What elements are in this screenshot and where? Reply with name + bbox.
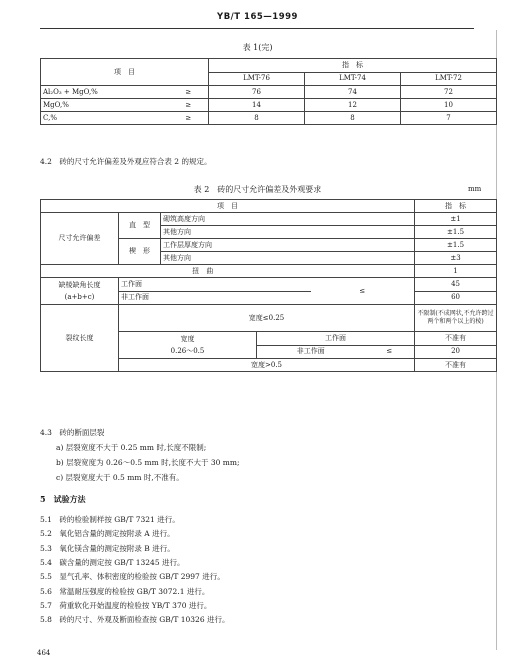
dim-row-label: 其他方向 — [161, 226, 415, 239]
section5-title: 5 试验方法 — [40, 494, 86, 504]
warp-label: 扭 曲 — [41, 265, 365, 278]
dim-deviation-label: 尺寸允许偏差 — [41, 213, 119, 265]
table1-row-op: ≥ — [169, 99, 209, 112]
straight-brick-label: 直 型 — [119, 213, 161, 239]
section5-item: 5.4 碳含量的测定按 GB/T 13245 进行。 — [40, 558, 185, 567]
table1-item-header: 项 目 — [41, 59, 209, 86]
table2-caption: 表 2 砖的尺寸允许偏差及外观要求 — [193, 185, 322, 194]
crack-width-le-label: 宽度≤0.25 — [119, 305, 415, 332]
table1-cell: 8 — [209, 112, 305, 125]
crack-width-gt-value: 不准有 — [415, 359, 497, 372]
table1-indicator-header: 指 标 — [209, 59, 497, 73]
dim-row-value: ±3 — [415, 252, 497, 265]
dim-row-label: 工作层厚度方向 — [161, 239, 415, 252]
section5-item: 5.7 荷重软化开始温度的检验按 YB/T 370 进行。 — [40, 601, 212, 610]
table1-cell: 76 — [209, 86, 305, 99]
table1-cell: 8 — [305, 112, 401, 125]
table1 — [40, 58, 497, 125]
table-row — [41, 86, 497, 99]
warp-value: 1 — [415, 265, 497, 278]
section5-item: 5.1 砖的检验制样按 GB/T 7321 进行。 — [40, 515, 180, 524]
table1-row-op: ≥ — [169, 86, 209, 99]
crack-width-le-value: 不限制(不成网状,不允许跨过两个和两个以上的棱) — [415, 305, 497, 332]
table1-col-header: LMT-72 — [401, 72, 497, 86]
edge-corner-label — [41, 278, 119, 305]
crack-width-gt-label: 宽度>0.5 — [119, 359, 415, 372]
table2-unit: mm — [468, 185, 482, 193]
table1-cell: 7 — [401, 112, 497, 125]
dim-row-value: ±1 — [415, 213, 497, 226]
crack-length-label: 裂纹长度 — [41, 305, 119, 372]
wedge-brick-label: 楔 形 — [119, 239, 161, 265]
table1-col-header: LMT-74 — [305, 72, 401, 86]
table2-indicator-header: 指 标 — [415, 200, 497, 213]
table1-row-op: ≥ — [169, 112, 209, 125]
table1-cell: 10 — [401, 99, 497, 112]
para-4-3-item: b) 层裂宽度为 0.26～0.5 mm 时,长度不大于 30 mm; — [56, 458, 240, 467]
dim-row-value: ±1.5 — [415, 239, 497, 252]
crack-width-range-value: 0.26～0.5 — [170, 347, 205, 355]
section5-item: 5.6 常温耐压强度的检验按 GB/T 3072.1 进行。 — [40, 587, 210, 596]
table-row — [41, 278, 497, 292]
table1-cell: 12 — [305, 99, 401, 112]
edge-op: ≤ — [311, 278, 415, 305]
dim-row-label: 其他方向 — [161, 252, 415, 265]
para-4-3-item: c) 层裂宽度大于 0.5 mm 时,不准有。 — [56, 473, 184, 482]
dim-row-label: 砌筑高度方向 — [161, 213, 415, 226]
section5-item: 5.2 氧化铝含量的测定按附录 A 进行。 — [40, 529, 175, 538]
table-row — [41, 213, 497, 226]
dim-row-value: ±1.5 — [415, 226, 497, 239]
table1-cell: 14 — [209, 99, 305, 112]
para-4-3-item: a) 层裂宽度不大于 0.25 mm 时,长度不限制; — [56, 443, 207, 452]
crack-width-range — [119, 332, 257, 359]
crack-work-face: 工作面 — [257, 332, 415, 346]
para-4-3-title: 4.3 砖的断面层裂 — [40, 428, 105, 437]
edge-row-value: 45 — [415, 278, 497, 292]
section5-item: 5.3 氧化镁含量的测定按附录 B 进行。 — [40, 544, 175, 553]
crack-work-face-value: 不准有 — [415, 332, 497, 346]
standard-header: YB/T 165—1999 — [217, 12, 298, 22]
crack-nonwork-face: 非工作面 — [257, 345, 365, 359]
table1-caption: 表 1(完) — [242, 43, 273, 52]
section5-item: 5.8 砖的尺寸、外观及断面检查按 GB/T 10326 进行。 — [40, 615, 230, 624]
page-number: 464 — [37, 649, 51, 657]
table1-row-label: C,% — [41, 112, 169, 125]
table-row — [41, 99, 497, 112]
crack-op: ≤ — [365, 345, 415, 359]
table1-row-label: MgO,% — [41, 99, 169, 112]
table1-cell: 72 — [401, 86, 497, 99]
table-row — [41, 112, 497, 125]
edge-corner-title: 缺棱缺角长度 — [58, 281, 101, 289]
table2-item-header: 项 目 — [41, 200, 415, 213]
table1-cell: 74 — [305, 86, 401, 99]
table-row — [41, 265, 497, 278]
edge-row-value: 60 — [415, 291, 497, 305]
header-rule — [40, 28, 474, 29]
table-row — [41, 305, 497, 332]
table2 — [40, 199, 497, 372]
edge-row-label: 非工作面 — [119, 291, 311, 305]
edge-row-label: 工作面 — [119, 278, 311, 292]
edge-corner-sub: (a+b+c) — [64, 293, 95, 301]
table1-col-header: LMT-76 — [209, 72, 305, 86]
crack-width-label: 宽度 — [180, 335, 195, 343]
section5-item: 5.5 显气孔率、体积密度的检验按 GB/T 2997 进行。 — [40, 572, 225, 581]
para-4-2: 4.2 砖的尺寸允许偏差及外观应符合表 2 的规定。 — [40, 157, 212, 166]
crack-nonwork-value: 20 — [415, 345, 497, 359]
table1-row-label: Al₂O₃ + MgO,% — [41, 86, 169, 99]
